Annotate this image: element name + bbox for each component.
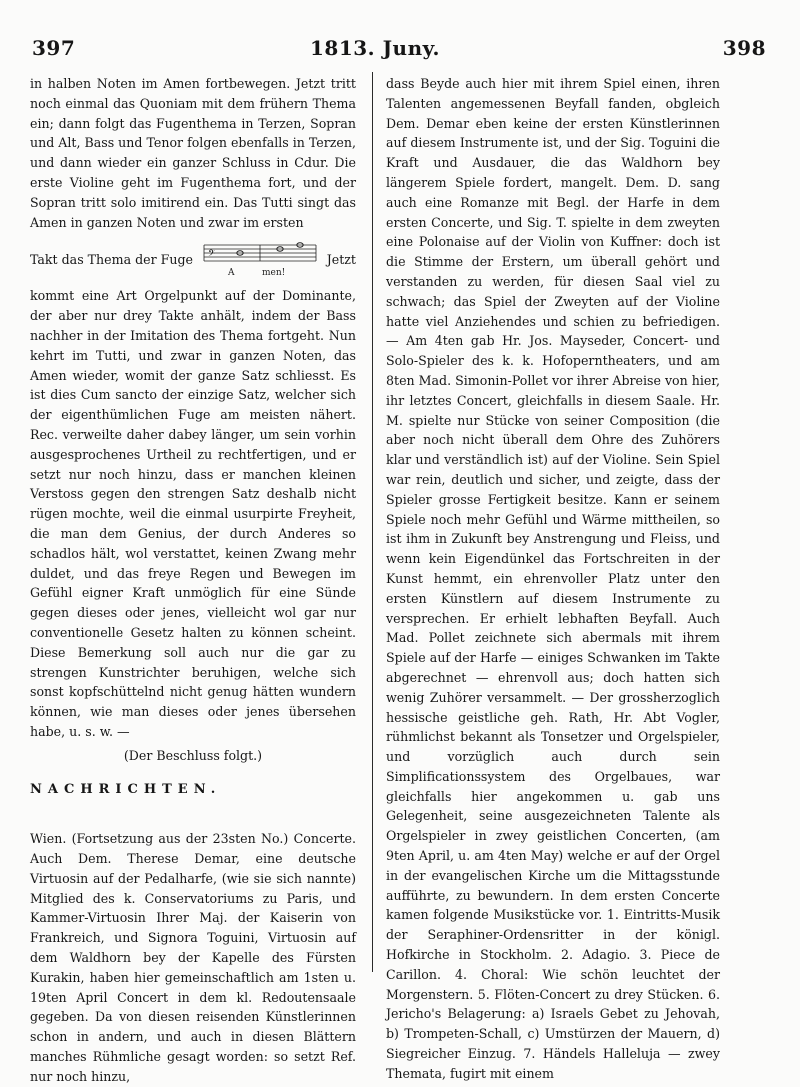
fugue-theme-jetzt: Jetzt bbox=[326, 252, 356, 268]
section-title-nachrichten: NACHRICHTEN. bbox=[30, 781, 222, 797]
right-column bbox=[386, 74, 720, 1084]
left-paragraph-2: kommt eine Art Orgelpunkt auf der Dominante, der aber nur drey Takte anhält, indem der Bass nachher in der Imitation des Thema fortgeht. Nun kehrt im Tutti, und zwar in ganzen Noten, das Amen wieder, womit der ganze Satz schliesst. Es ist dies Cum sancto der einzige Satz, welcher sich der eigenthümlichen Fuge am meisten nähert. Rec. verweilte daher dabey länger, um sein vorhin ausgesprochenes Urtheil zu rechtfertigen, und er setzt nur noch hinzu, dass er manchen kleinen Verstoss gegen den strengen Satz deshalb nicht rügen mochte, weil die einmal usurpirte Freyheit, die man dem Genius, der durch Anderes so schadlos hält, wol verstattet, keinen Zwang mehr duldet, und das freye Regen und Bewegen im Gefühl eigner Kraft unmöglich für eine Sünde gegen dieses oder jenes, vielleicht wol gar nur conventionelle Gesetz halten zu können scheint. Diese Bemerkung soll auch nur die gar zu strengen Kunstrichter beruhigen, welche sich sonst kopfschüttelnd nicht genug hätten wundern können, wie man dieses oder jenes übersehen habe, u. s. w. — bbox=[30, 288, 356, 739]
continued-note: (Der Beschluss folgt.) bbox=[123, 747, 263, 763]
fugue-lyric-a: A bbox=[227, 268, 235, 279]
left-paragraph-1: in halben Noten im Amen fortbewegen. Jetzt tritt noch einmal das Quoniam mit dem frühern Thema ein; dann folgt das Fugenthema in Terzen, Sopran und Alt, Bass und Tenor folgen ebenfalls in Terzen, und dann wieder ein ganzer Schluss in Cdur. Die erste Violine geht im Fugenthema fort, und der Sopran tritt solo imitirend ein. Das Tutti singt das Amen in ganzen Noten und zwar im ersten bbox=[30, 76, 356, 230]
fugue-theme-caption: Takt das Thema der Fuge bbox=[30, 252, 193, 268]
right-paragraph-1: dass Beyde auch hier mit ihrem Spiel einen, ihren Talenten angemessenen Beyfall fanden, obgleich Dem. Demar eben keine der ersten Künstlerinnen auf diesem Instrumente ist, und der Sig. Toguini die Kraft und Ausdauer, die das Waldhorn bey längerem Spiele fordert, mangelt. Dem. D. sang auch eine Romanze mit Begl. der Harfe in dem ersten Concerte, und Sig. T. spielte in dem zweyten eine Polonaise auf der Violin von Kuffner: doch ist die Stimme der Erstern, um überall gehört und verstanden zu werden, für diesen Saal viel zu schwach; das Spiel der Zweyten auf der Violine hatte viel Anziehendes und schien zu befriedigen. — Am 4ten gab Hr. Jos. Mayseder, Concert- und Solo-Spieler des k. k. Hofoperntheaters, und am 8ten Mad. Simonin-Pollet vor ihrer Abreise von hier, ihr letztes Concert, gleichfalls in diesem Saale. Hr. M. spielte nur Stücke von seiner Composition (die aber noch nicht überall dem Ohre des Zuhörers klar und verständlich ist) auf der Violine. Sein Spiel war rein, deutlich und sicher, und zeigte, dass der Spieler grosse Fertigkeit besitze. Kann er seinem Spiele noch mehr Gefühl und Wärme mittheilen, so ist ihm in Zukunft bey Anstrengung und Fleiss, und wenn kein Eigendünkel das Fortschreiten in der Kunst hemmt, ein ehrenvoller Platz unter den ersten Künstlern auf diesem Instrumente zu versprechen. Er erhielt lebhaften Beyfall. Auch Mad. Pollet zeichnete sich abermals mit ihrem Spiele auf der Harfe — einiges Schwanken im Takte abgerechnet — ehrenvoll aus; doch hatten sich wenig Zuhörer versammelt. — Der grossherzoglich hessische geistliche geh. Rath, Hr. Abt Vogler, rühmlichst bekannt als Tonsetzer und Orgelspieler, und vorzüglich auch durch sein Simplificationssystem des Orgelbaues, war gleichfalls hier angekommen u. gab uns Gelegenheit, seine ausgezeichneten Talente als Orgelspieler in zwey geistlichen Concerten, (am 9ten April, u. am 4ten May) welche er auf der Orgel in der evangelischen Kirche um die Mittagsstunde aufführte, zu bewundern. In dem ersten Concerte kamen folgende Musikstücke vor. 1. Eintritts-Musik der Seraphiner-Ordensritter in der königl. Hofkirche in Stockholm. 2. Adagio. 3. Piece de Carillon. 4. Choral: Wie schön leuchtet der Morgenstern. 5. Flöten-Concert zu drey Stücken. 6. Jericho's Belagerung: a) Israels Gebet zu Jehovah, b) Trompeten-Schall, c) Umstürzen der Mauern, d) Siegreicher Einzug. 7. Händels Halleluja — zwey Themata, fugirt mit einem bbox=[386, 76, 720, 1081]
column-divider bbox=[372, 72, 373, 972]
music-staff-notation bbox=[200, 240, 320, 280]
svg-text:𝄢: 𝄢 bbox=[207, 248, 215, 262]
right-page-number: 398 bbox=[722, 36, 766, 60]
running-header: 1813. Juny. bbox=[310, 36, 440, 60]
left-page-number: 397 bbox=[32, 36, 76, 60]
left-paragraph-3: Wien. (Fortsetzung aus der 23sten No.) Concerte. Auch Dem. Therese Demar, eine deutsche Virtuosin auf der Pedalharfe, (wie sie sich nannte) Mitglied des k. Conservatoriums zu Paris, und Kammer-Virtuosin Ihrer Maj. der Kaiserin von Frankreich, und Signora Toguini, Virtuosin auf dem Waldhorn bey der Kapelle des Fürsten Kurakin, haben hier gemeinschaftlich am 1sten u. 19ten April Concert in dem kl. Redoutensaale gegeben. Da von diesen reisenden Künstlerinnen schon in andern, und auch in diesen Blättern manches Rühmliche gesagt worden: so setzt Ref. nur noch hinzu, bbox=[30, 831, 356, 1084]
fugue-lyric-men: men! bbox=[261, 268, 286, 279]
left-column bbox=[30, 74, 356, 1087]
fugue-theme-row bbox=[30, 240, 356, 280]
